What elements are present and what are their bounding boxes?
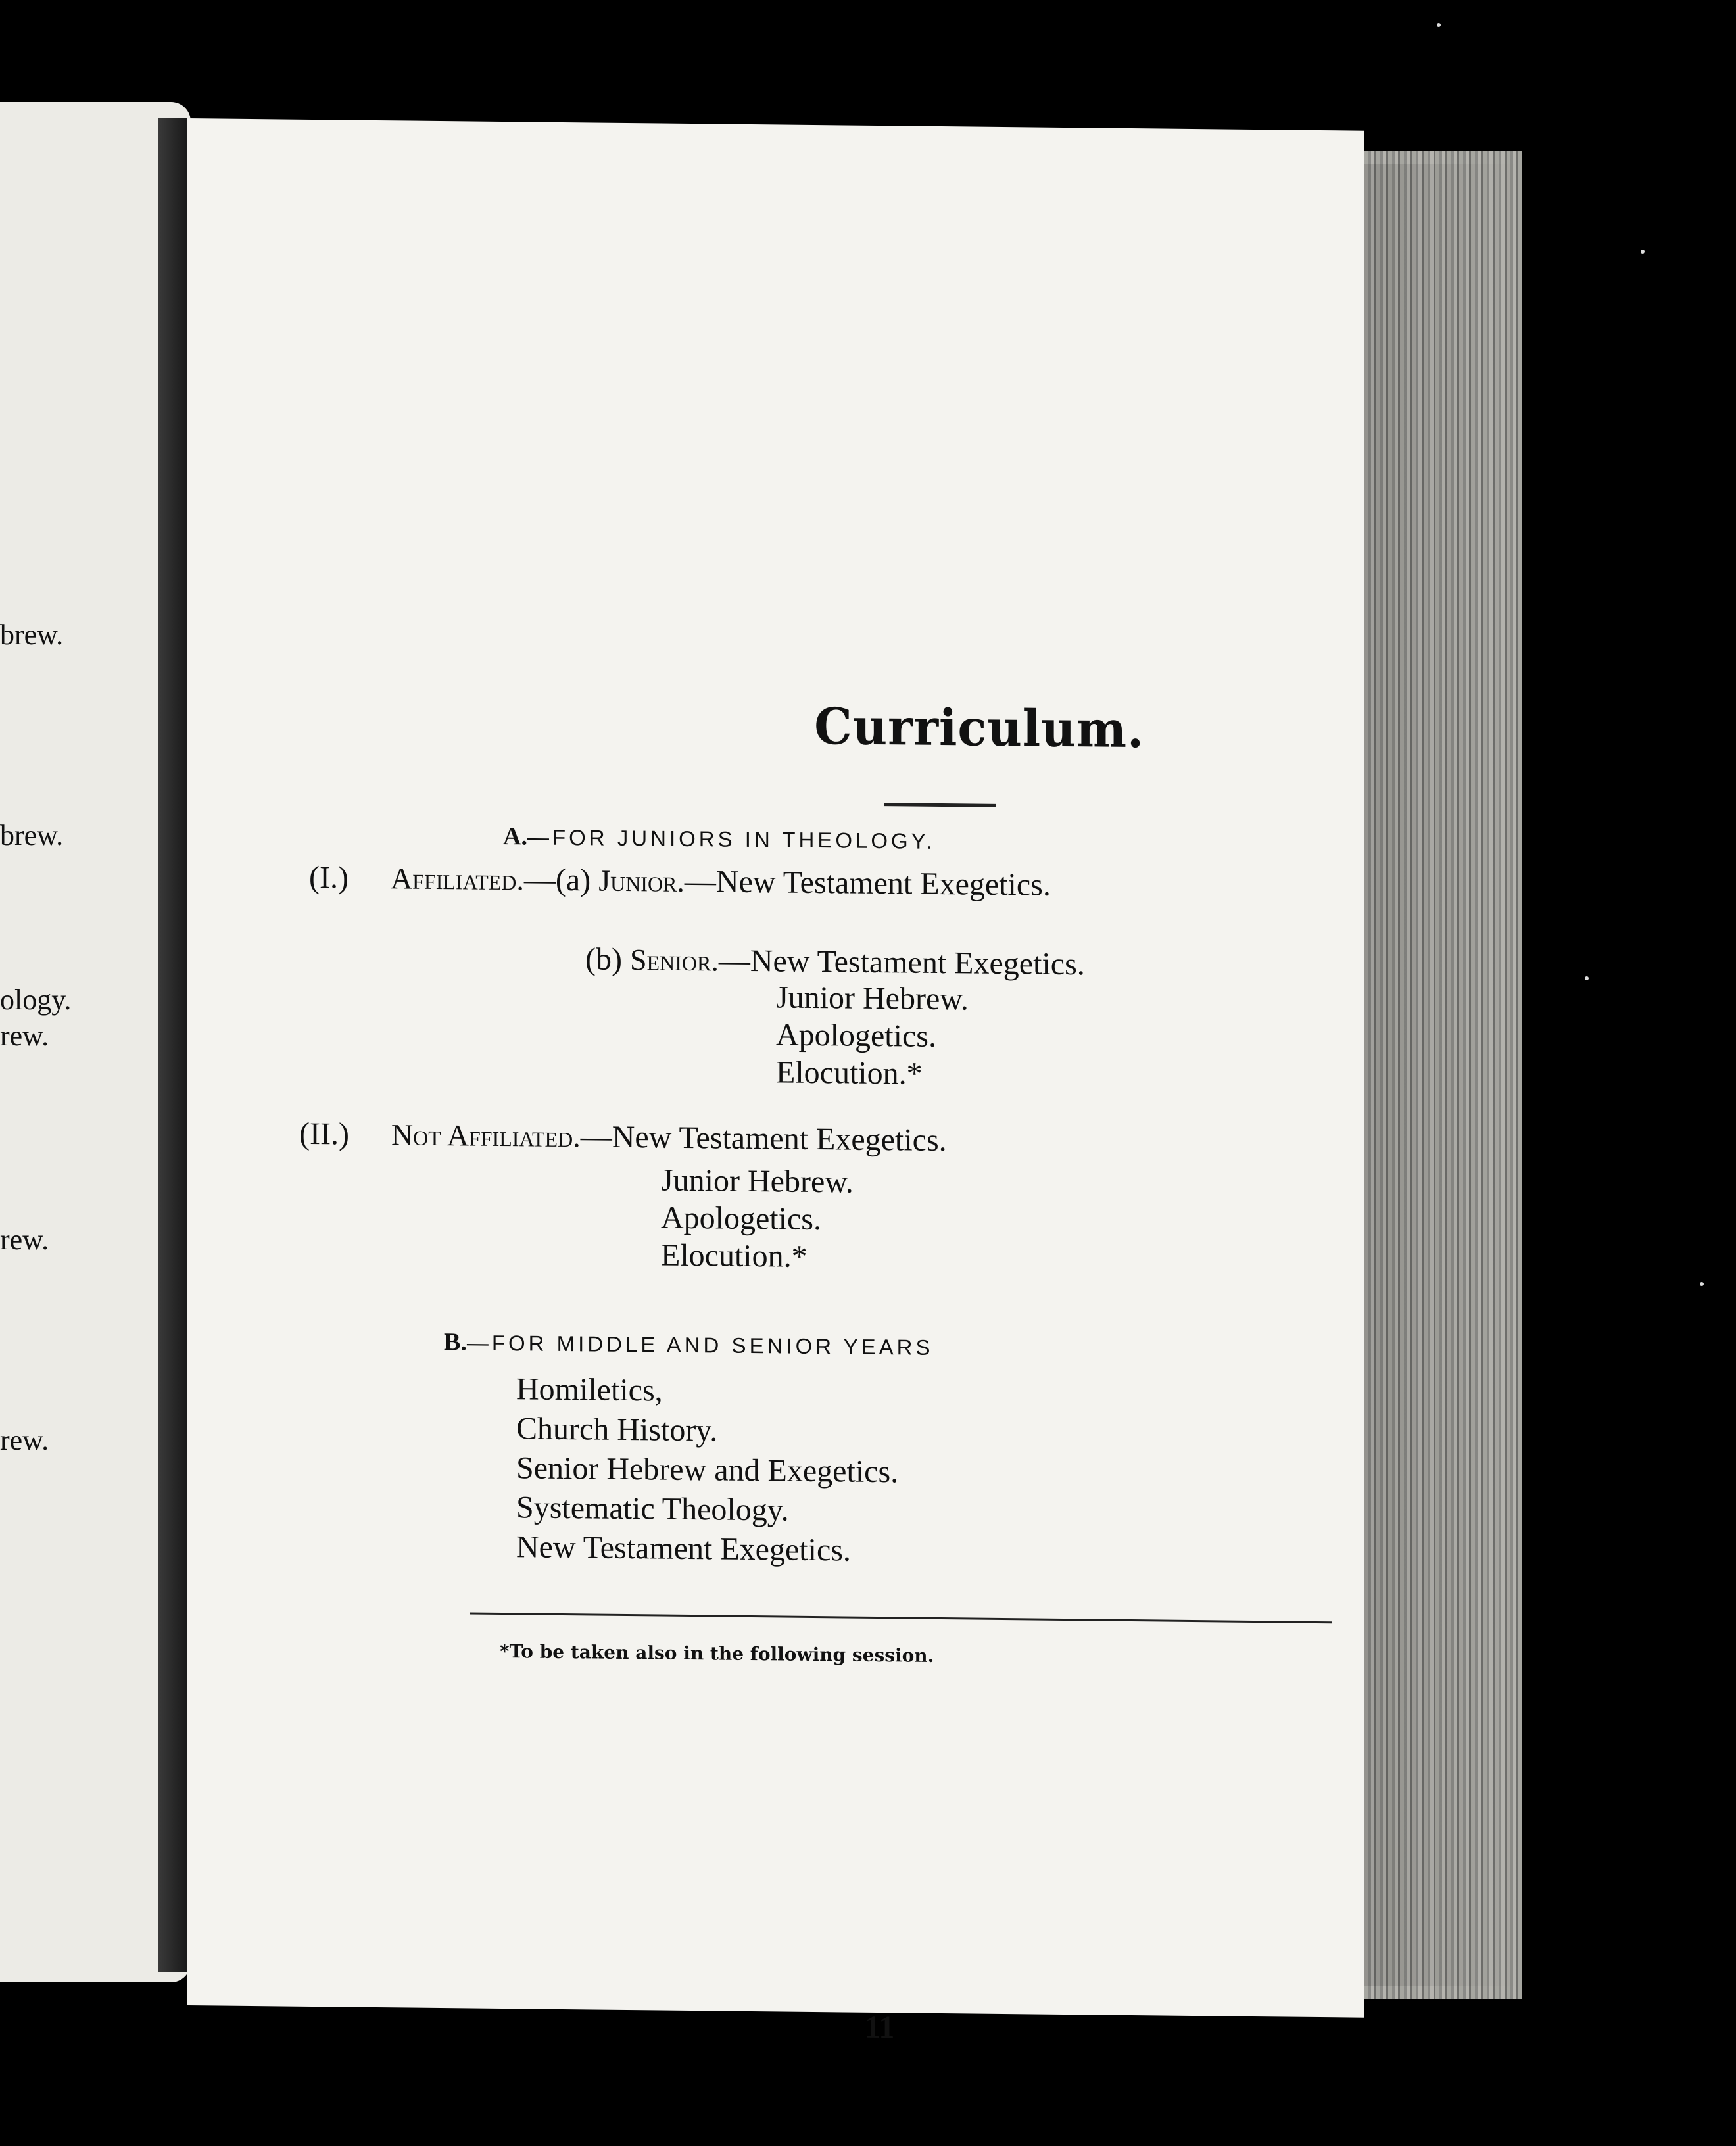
left-page-text-fragment: brew. — [0, 619, 64, 651]
left-page-text-fragment: ology. — [0, 984, 72, 1016]
section-a-title: —FOR JUNIORS IN THEOLOGY. — [527, 824, 936, 853]
footnote-divider — [470, 1613, 1332, 1624]
title-divider — [884, 803, 996, 807]
left-page-text-fragment: rew. — [0, 1020, 49, 1052]
not-affiliated-course: —New Testament Exegetics. — [580, 1119, 947, 1158]
junior-label: Junior. — [598, 863, 685, 898]
speck — [1700, 1282, 1704, 1286]
page-number: 11 — [865, 2009, 895, 2045]
book-spine — [158, 118, 191, 1972]
section-b-letter: B. — [444, 1328, 467, 1356]
senior-marker: (b) — [585, 942, 622, 977]
affiliated-senior-line — [585, 941, 1085, 982]
not-affiliated-course-item: Elocution.* — [661, 1237, 808, 1274]
section-a-heading — [503, 822, 936, 855]
senior-course-item: Junior Hebrew. — [776, 980, 969, 1017]
not-affiliated-line — [299, 1116, 947, 1158]
left-page-text-fragment: rew. — [0, 1224, 49, 1256]
senior-label: Senior. — [629, 943, 719, 978]
right-page — [187, 118, 1364, 2045]
left-page-text-fragment: brew. — [0, 819, 64, 851]
speck — [1585, 976, 1589, 980]
not-affiliated-number: (II.) — [299, 1116, 349, 1152]
left-page-text-fragment: rew. — [0, 1424, 49, 1456]
section-b-course: Systematic Theology. — [516, 1490, 789, 1528]
section-b-course: Church History. — [516, 1411, 718, 1448]
junior-course: —New Testament Exegetics. — [684, 863, 1051, 903]
speck — [1641, 250, 1645, 254]
not-affiliated-course-item: Junior Hebrew. — [661, 1162, 854, 1200]
senior-course-item: Elocution.* — [776, 1055, 923, 1091]
footnote: *To be taken also in the following session. — [500, 1640, 934, 1667]
section-b-course: Senior Hebrew and Exegetics. — [516, 1450, 899, 1490]
not-affiliated-label: Not Affiliated. — [391, 1118, 581, 1154]
speck — [1437, 23, 1441, 27]
section-b-title: —FOR MIDDLE AND SENIOR YEARS — [466, 1330, 934, 1360]
affiliated-number: (I.) — [309, 859, 349, 895]
affiliated-junior-line — [309, 859, 1051, 903]
senior-course: —New Testament Exegetics. — [718, 943, 1085, 982]
not-affiliated-course-item: Apologetics. — [661, 1200, 821, 1237]
section-b-heading — [444, 1327, 934, 1362]
junior-marker: —(a) — [523, 862, 591, 898]
page-title: Curriculum. — [814, 696, 1145, 759]
section-b-course: New Testament Exegetics. — [516, 1529, 851, 1568]
section-a-letter: A. — [503, 823, 527, 851]
affiliated-label: Affiliated. — [390, 861, 524, 897]
section-b-course: Homiletics, — [516, 1371, 663, 1408]
senior-course-item: Apologetics. — [776, 1017, 936, 1054]
